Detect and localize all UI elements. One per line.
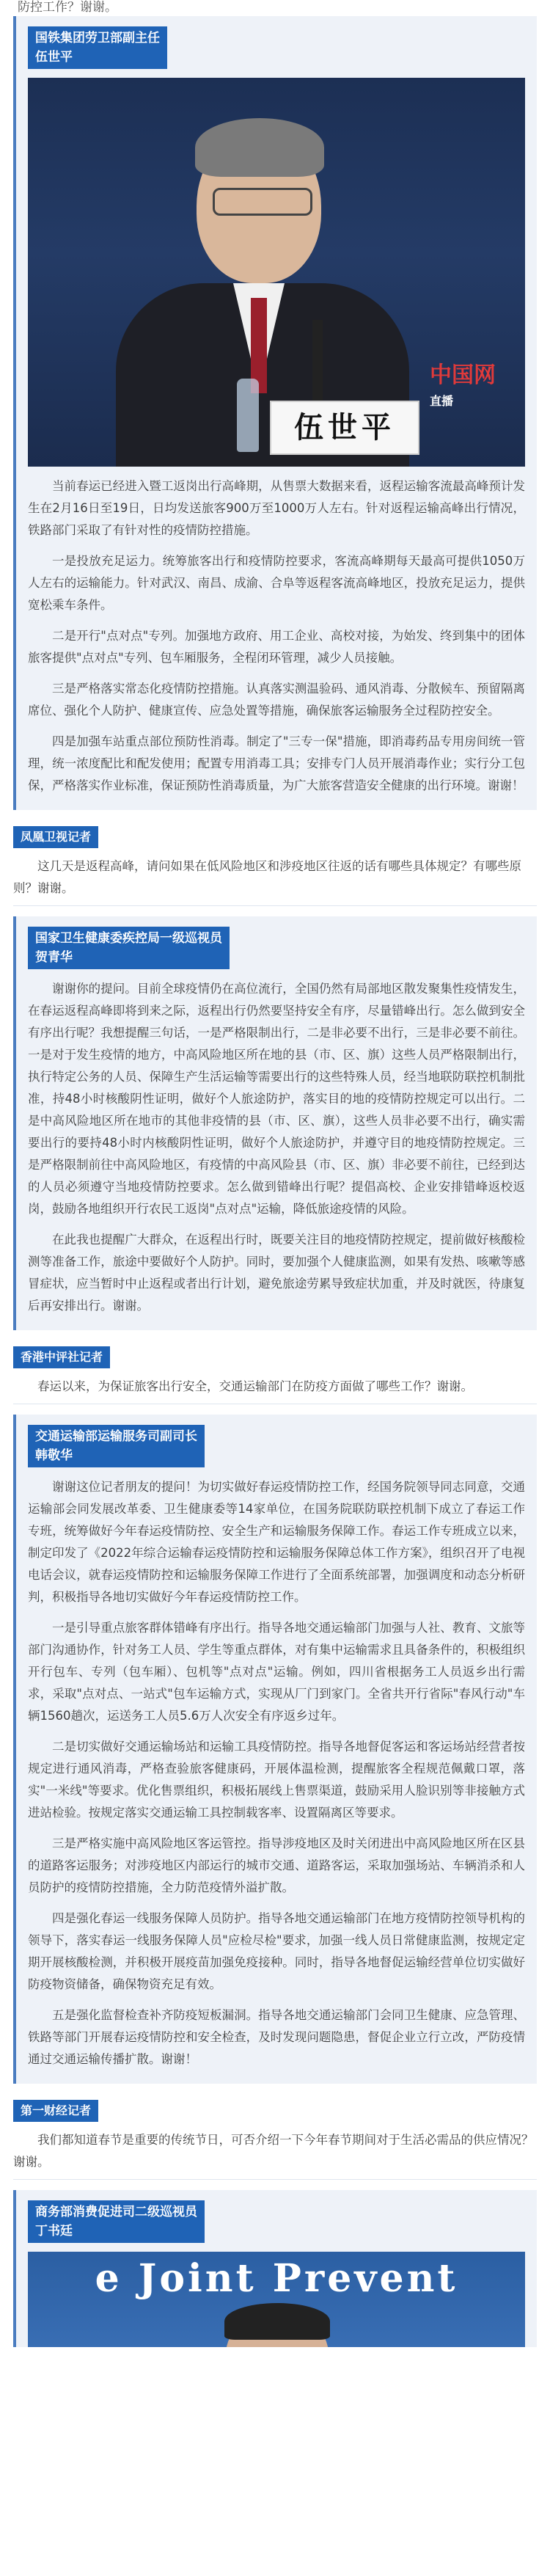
reporter-question: 我们都知道春节是重要的传统节日，可否介绍一下今年春节期间对于生活必需品的供应情况？谢谢。 — [13, 2129, 537, 2180]
speaker-photo — [28, 78, 525, 467]
speaker-name: 伍世平 — [35, 50, 73, 65]
speaker-title: 商务部消费促进司二级巡视员 — [35, 2205, 197, 2219]
answer-paragraph: 五是强化监督检查补齐防疫短板漏洞。指导各地交通运输部门会同卫生健康、应急管理、铁路等部门开展春运疫情防控和安全检查，及时发现问题隐患，督促企业立行立改，严防疫情通过交通运输传播扩散。谢谢！ — [28, 2008, 525, 2066]
answer-paragraph: 四是强化春运一线服务保障人员防护。指导各地交通运输部门在地方疫情防控领导机构的领导下，落实春运一线服务保障人员"应检尽检"要求，加强一线人员日常健康监测，按规定定期开展核酸检测，并积极开展疫苗加强免疫接种。同时，指导各地督促运输经营单位切实做好防疫物资储备，确保物资充足有效。 — [28, 1911, 525, 1991]
photo-microphone — [312, 320, 323, 401]
speaker-title: 国铁集团劳卫部副主任 — [35, 31, 160, 45]
speaker-label — [28, 927, 230, 969]
answer-paragraph: 谢谢这位记者朋友的提问！为切实做好春运疫情防控工作，经国务院领导同志同意，交通运输部会同发展改革委、卫生健康委等14家单位，在国务院联防联控机制下成立了春运工作专班，统筹做好今年春运疫情防控、安全生产和运输服务保障工作。春运工作专班成立以来，制定印发了《2022年综合运输春运疫情防控和运输服务保障总体工作方案》，组织召开了电视电话会议，就春运疫情防控和运输服务保障工作进行了全面系统部署，加强调度和动态分析研判，积极指导各地切实做好今年春运疫情防控工作。 — [28, 1480, 525, 1604]
speaker-name: 韩敬华 — [35, 1448, 73, 1463]
photo-hair — [195, 118, 324, 177]
photo-nameplate: 伍世平 — [270, 401, 419, 455]
previous-question-fragment: 防控工作？谢谢。 — [0, 0, 550, 16]
speaker-label — [28, 2200, 205, 2243]
reporter-label: 第一财经记者 — [13, 2100, 98, 2122]
answer-block-transport — [13, 1415, 537, 2084]
speaker-title: 国家卫生健康委疾控局一级巡视员 — [35, 931, 222, 946]
speaker-label — [28, 1425, 205, 1467]
watermark-tag: 直播 — [430, 394, 454, 408]
watermark-brand: 中国网 — [430, 362, 496, 388]
answer-paragraph: 三是严格实施中高风险地区客运管控。指导涉疫地区及时关闭进出中高风险地区所在区县的道路客运服务；对涉疫地区内部运行的城市交通、道路客运，采取加强场站、车辆消杀和人员防护的疫情防控措施，全力防范疫情外溢扩散。 — [28, 1836, 525, 1894]
reporter-question: 春运以来，为保证旅客出行安全，交通运输部门在防疫方面做了哪些工作？谢谢。 — [13, 1376, 537, 1404]
reporter-label: 香港中评社记者 — [13, 1346, 110, 1368]
answer-paragraph: 在此我也提醒广大群众，在返程出行时，既要关注目的地疫情防控规定，提前做好核酸检测等准备工作，旅途中要做好个人防护。同时，要加强个人健康监测，如果有发热、咳嗽等感冒症状，应当暂时中止返程或者出行计划，避免旅途劳累导致症状加重，并及时就医，待康复后再安排出行。谢谢。 — [28, 1233, 525, 1313]
photo-backdrop-banner: e Joint Prevent — [95, 2256, 458, 2301]
answer-block-commerce — [13, 2190, 537, 2347]
photo-hair — [224, 2303, 330, 2340]
answer-paragraph: 二是切实做好交通运输场站和运输工具疫情防控。指导各地督促客运和客运场站经营者按规定进行通风消毒，严格查验旅客健康码，开展体温检测，提醒旅客全程规范佩戴口罩，落实"一米线"等要求。优化售票组织，积极拓展线上售票渠道，鼓励采用人脸识别等非接触方式进站检验。按规定落实交通运输工具控制载客率、设置隔离区等要求。 — [28, 1740, 525, 1820]
photo-water-bottle — [237, 379, 259, 452]
speaker-label — [28, 26, 167, 69]
reporter-question: 这几天是返程高峰，请问如果在低风险地区和涉疫地区往返的话有哪些具体规定？有哪些原则？谢谢。 — [13, 855, 537, 906]
speaker-photo — [28, 2252, 525, 2347]
answer-paragraph: 二是开行"点对点"专列。加强地方政府、用工企业、高校对接，为始发、终到集中的团体旅客提供"点对点"专列、包车厢服务，全程闭环管理，减少人员接触。 — [28, 629, 525, 665]
speaker-name: 丁书廷 — [35, 2224, 73, 2239]
answer-paragraph: 谢谢你的提问。目前全球疫情仍在高位流行，全国仍然有局部地区散发聚集性疫情发生，在春运返程高峰即将到来之际，返程出行仍然要坚持安全有序，尽量错峰出行。怎么做到安全有序出行呢？我想提醒三句话，一是严格限制出行，二是非必要不出行，三是非必要不前往。一是对于发生疫情的地方，中高风险地区所在地的县（市、区、旗）这些人员严格限制出行，执行特定公务的人员、保障生产生活运输等需要出行的这些特殊人员，经当地联防联控机制批准，持48小时核酸阴性证明，做好个人旅途防护，落实目的地的疫情防控规定可以出行。二是中高风险地区所在地市的其他非疫情的县（市、区、旗），这些人员非必要不出行，确实需要出行的要持48小时内核酸阴性证明，做好个人旅途防护，并遵守目的地疫情防控规定。三是严格限制前往中高风险地区，有疫情的中高风险县（市、区、旗）非必要不前往，已经到达的人员必须遵守当地疫情防控要求。怎么做到错峰出行呢？提倡高校、企业安排错峰返校返岗，鼓励各地组织开行农民工返岗"点对点"运输，降低旅途疫情的风险。 — [28, 982, 525, 1216]
photo-watermark — [430, 357, 496, 409]
photo-glasses — [213, 188, 312, 216]
speaker-title: 交通运输部运输服务司副司长 — [35, 1429, 197, 1444]
reporter-label: 凤凰卫视记者 — [13, 826, 98, 848]
speaker-name: 贺青华 — [35, 950, 73, 965]
answer-paragraph: 当前春运已经进入暨工返岗出行高峰期，从售票大数据来看，返程运输客流最高峰预计发生在2月16日至19日，日均发送旅客900万至1000万人左右。针对返程运输高峰出行情况，铁路部门采取了有针对性的疫情防控措施。 — [28, 479, 525, 537]
answer-block-railway — [13, 16, 537, 810]
answer-block-health — [13, 916, 537, 1330]
answer-paragraph: 四是加强车站重点部位预防性消毒。制定了"三专一保"措施，即消毒药品专用房间统一管理，统一浓度配比和配发使用；配置专用消毒工具；安排专门人员开展消毒作业；实行分工包保，严格落实作业标准，保证预防性消毒质量，为广大旅客营造安全健康的出行环境。谢谢！ — [28, 734, 525, 792]
answer-paragraph: 三是严格落实常态化疫情防控措施。认真落实测温验码、通风消毒、分散候车、预留隔离席位、强化个人防护、健康宣传、应急处置等措施，确保旅客运输服务全过程防控安全。 — [28, 682, 525, 718]
answer-paragraph: 一是引导重点旅客群体错峰有序出行。指导各地交通运输部门加强与人社、教育、文旅等部门沟通协作，针对务工人员、学生等重点群体，对有集中运输需求且具备条件的，积极组织开行包车、专列（包车厢）、包机等"点对点"运输。例如，四川省根据务工人员返乡出行需求，采取"点对点、一站式"包车运输方式，实现从厂门到家门。全省共开行省际"春风行动"车辆1560趟次，运送务工人员5.6万人次安全有序返乡过年。 — [28, 1621, 525, 1723]
answer-paragraph: 一是投放充足运力。统筹旅客出行和疫情防控要求，客流高峰期每天最高可提供1050万人左右的运输能力。针对武汉、南昌、成渝、合阜等返程客流高峰地区，投放充足运力，提供宽松乘车条件。 — [28, 554, 525, 612]
